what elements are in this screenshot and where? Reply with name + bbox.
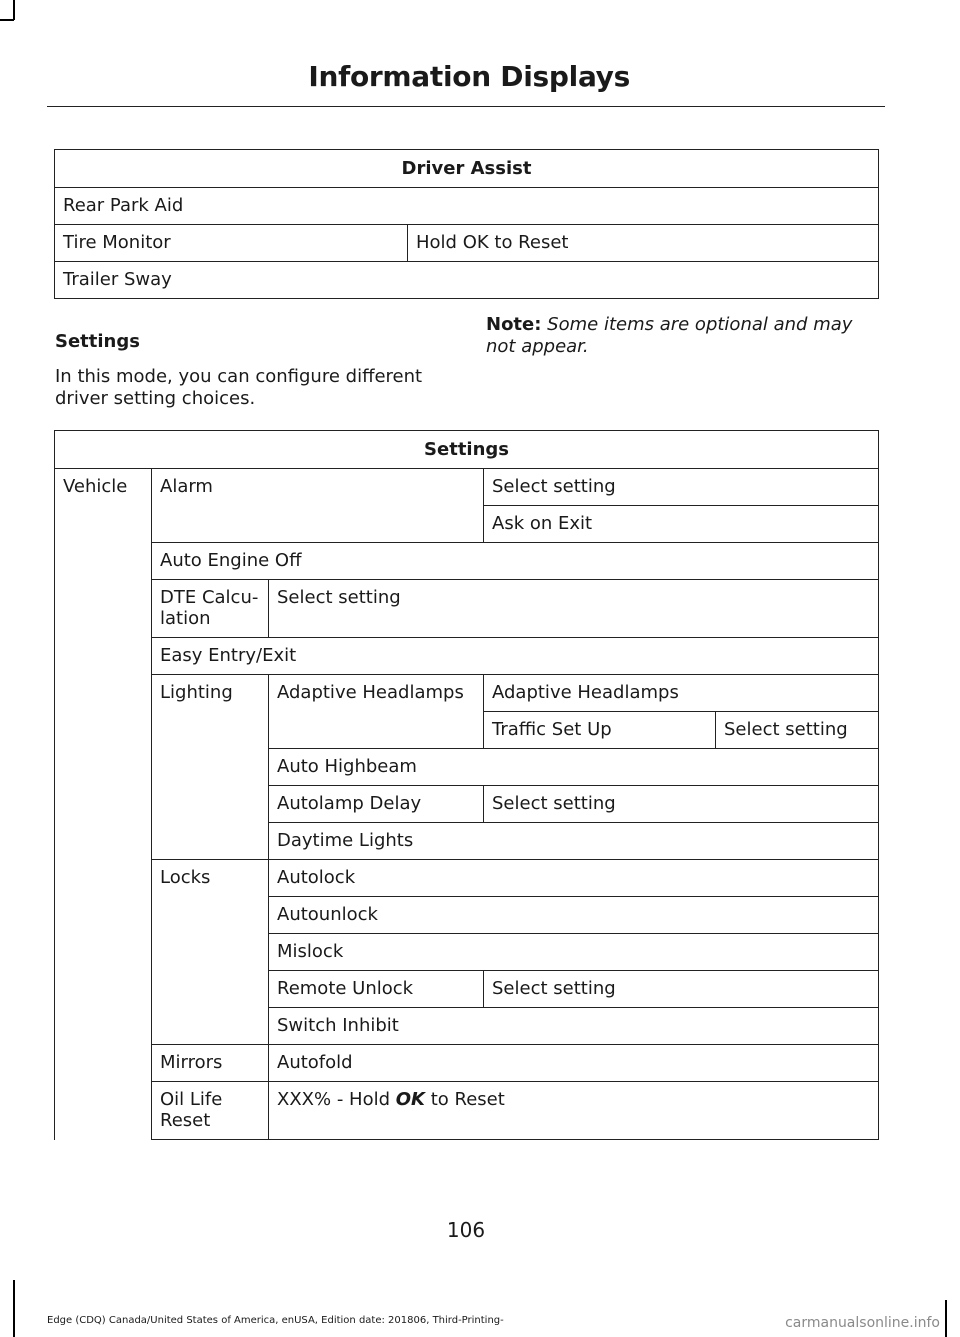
table-cell: Select setting: [484, 971, 879, 1008]
page-title: Information Displays: [308, 60, 630, 93]
table-header: Driver Assist: [55, 150, 879, 188]
table-cell: Autolock: [269, 860, 879, 897]
oil-life-prefix: XXX% - Hold: [277, 1089, 396, 1110]
settings-table: [54, 430, 879, 1140]
note-text: Some items are optional and may not appear.: [486, 314, 853, 357]
table-cell: Traffic Set Up: [484, 712, 716, 749]
table-cell: Rear Park Aid: [55, 188, 879, 225]
table-cell: Tire Monitor: [55, 225, 408, 262]
table-cell: Select setting: [484, 786, 879, 823]
table-cell: Remote Unlock: [269, 971, 484, 1008]
table-cell: Autolamp Delay: [269, 786, 484, 823]
ok-label: OK: [395, 1089, 425, 1110]
section-body: In this mode, you can configure different driver setting choices.: [55, 366, 423, 409]
crop-mark: [945, 1300, 947, 1337]
page-number: 106: [446, 1218, 486, 1242]
table-cell: Mislock: [269, 934, 879, 971]
table-header: Settings: [55, 431, 879, 469]
note-label: Note:: [486, 314, 542, 335]
table-cell: Daytime Lights: [269, 823, 879, 860]
table-cell: Mirrors: [152, 1045, 269, 1082]
crop-mark: [13, 1280, 15, 1337]
table-cell: Auto Highbeam: [269, 749, 879, 786]
table-cell: Lighting: [152, 675, 269, 860]
table-cell: Oil Life Reset: [152, 1082, 269, 1140]
table-cell: Adaptive Headlamps: [269, 675, 484, 749]
edition-footer: Edge (CDQ) Canada/United States of America, enUSA, Edition date: 201806, Third-Printing-: [47, 1315, 504, 1326]
table-cell: Switch Inhibit: [269, 1008, 879, 1045]
table-cell: Select setting: [716, 712, 879, 749]
header-divider: [47, 106, 885, 107]
crop-mark: [0, 19, 14, 21]
table-cell: Adaptive Headlamps: [484, 675, 879, 712]
crop-mark: [13, 0, 15, 20]
section-heading: Settings: [55, 331, 140, 352]
table-cell: Select setting: [269, 580, 879, 638]
table-cell: Easy Entry/Exit: [152, 638, 879, 675]
table-cell: Hold OK to Reset: [408, 225, 879, 262]
table-cell: DTE Calcu-lation: [152, 580, 269, 638]
table-cell: Select setting: [484, 469, 879, 506]
table-cell: Trailer Sway: [55, 262, 879, 299]
table-cell: Alarm: [152, 469, 484, 543]
table-cell: Auto Engine Off: [152, 543, 879, 580]
table-cell: Autounlock: [269, 897, 879, 934]
note: [486, 314, 878, 358]
table-cell: Autofold: [269, 1045, 879, 1082]
table-cell: Ask on Exit: [484, 506, 879, 543]
watermark: carmanualsonline.info: [785, 1315, 940, 1331]
table-cell: Locks: [152, 860, 269, 1045]
table-cell: [269, 1082, 879, 1140]
table-cell: Vehicle: [55, 469, 152, 1140]
driver-assist-table: [54, 149, 879, 299]
oil-life-suffix: to Reset: [424, 1089, 505, 1110]
